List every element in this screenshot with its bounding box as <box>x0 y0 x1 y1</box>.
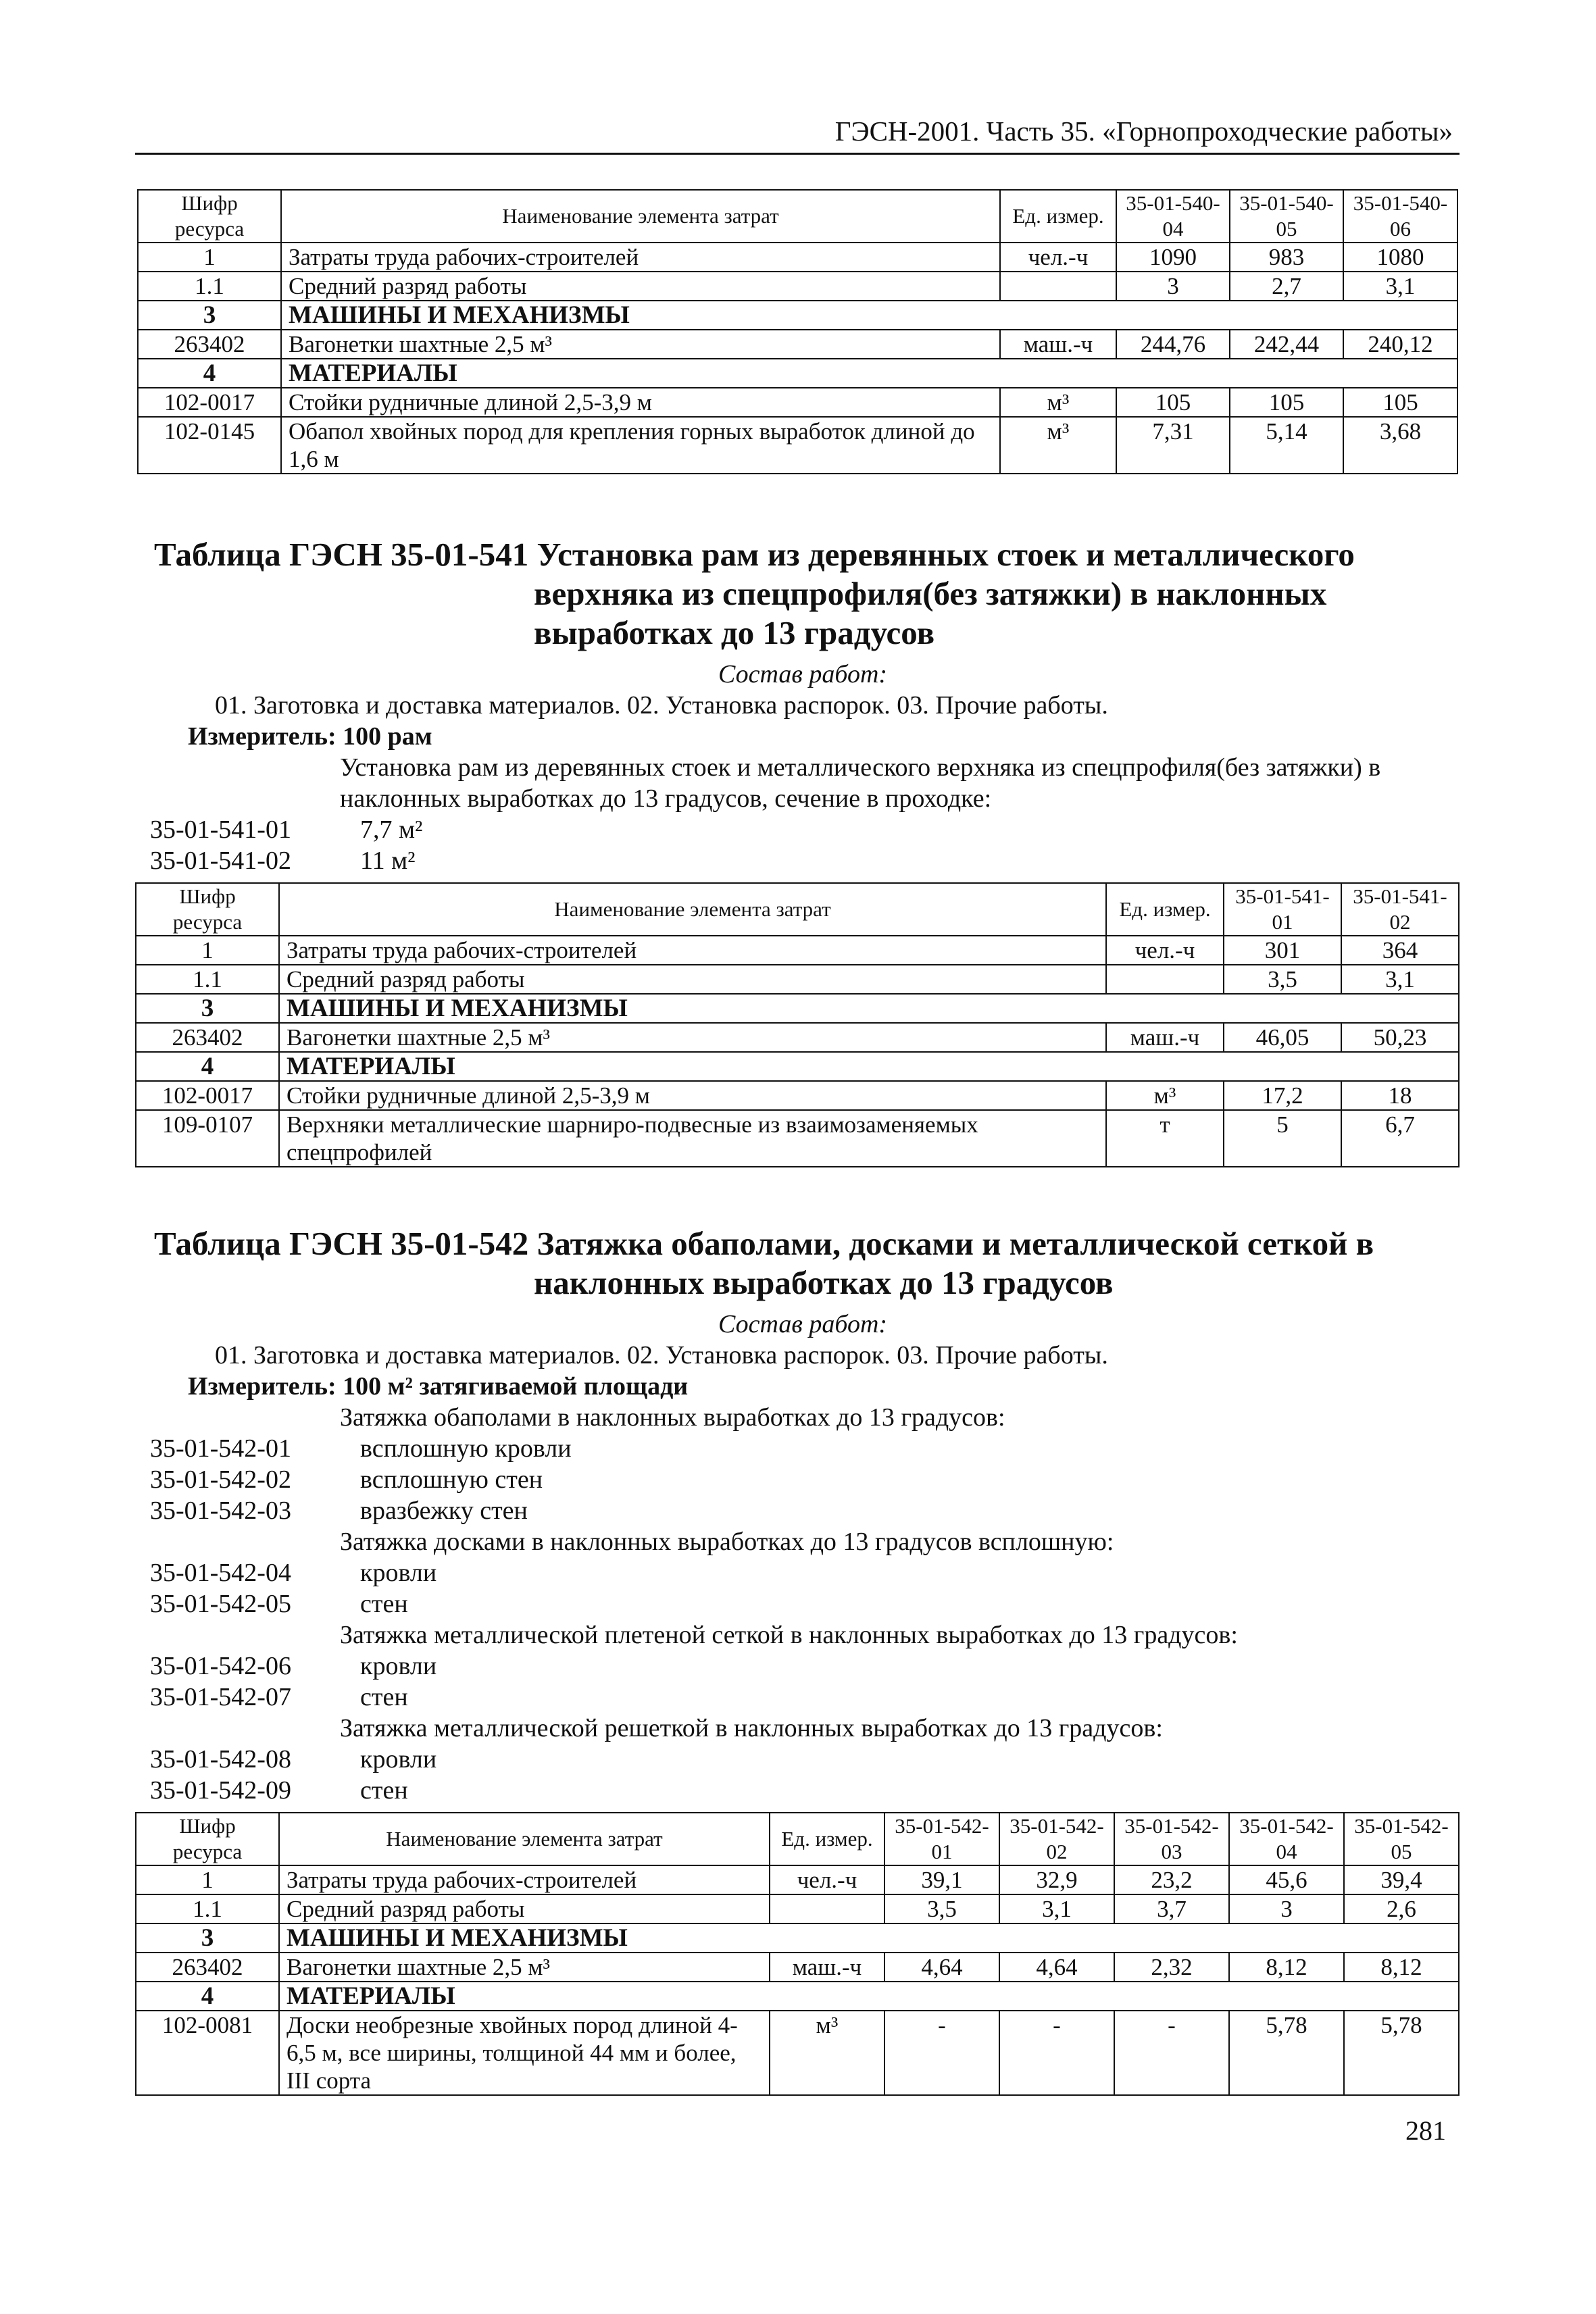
table-row <box>136 936 1459 965</box>
item-text: вразбежку стен <box>360 1496 528 1525</box>
unit-cell: м³ <box>1106 1081 1224 1110</box>
value-cell: - <box>1114 2011 1229 2095</box>
col-header-norm: 35-01-541-01 <box>1224 883 1341 936</box>
value-cell: 240,12 <box>1343 330 1457 359</box>
resource-code: 1.1 <box>138 272 281 301</box>
value-cell: 301 <box>1224 936 1341 965</box>
value-cell: 39,1 <box>884 1865 999 1894</box>
table-row <box>136 1953 1459 1982</box>
unit-cell: чел.-ч <box>770 1865 884 1894</box>
col-header-name: Наименование элемента затрат <box>281 190 1000 243</box>
unit-cell: чел.-ч <box>1000 243 1116 272</box>
col-header-norm: 35-01-542-04 <box>1229 1813 1344 1865</box>
value-cell: 364 <box>1341 936 1459 965</box>
item-code: 35-01-542-06 <box>150 1652 291 1680</box>
value-cell: - <box>884 2011 999 2095</box>
table-row <box>136 1110 1459 1167</box>
table-header-row <box>138 190 1457 243</box>
item-text: кровли <box>360 1745 437 1774</box>
cost-element-name: Верхняки металлические шарниро-подвесные из взаимозаменяемых спецпрофилей <box>279 1110 1106 1167</box>
table-header-row <box>136 883 1459 936</box>
col-header-code: Шифр ресурса <box>138 190 281 243</box>
cost-element-name: Средний разряд работы <box>279 1894 770 1923</box>
value-cell: 5 <box>1224 1110 1341 1167</box>
value-cell: 3 <box>1116 272 1230 301</box>
value-cell: 3,1 <box>999 1894 1114 1923</box>
col-header-unit: Ед. измер. <box>1000 190 1116 243</box>
value-cell: 244,76 <box>1116 330 1230 359</box>
section-heading: МАТЕРИАЛЫ <box>279 1982 1459 2011</box>
value-cell: 105 <box>1116 388 1230 417</box>
unit-cell: маш.-ч <box>770 1953 884 1982</box>
value-cell: 242,44 <box>1230 330 1343 359</box>
table-row <box>136 1982 1459 2011</box>
item-code: 35-01-542-04 <box>150 1559 291 1587</box>
table-row <box>136 1052 1459 1081</box>
value-cell: 3,5 <box>884 1894 999 1923</box>
meter-542: Измеритель: 100 м² затягиваемой площади <box>188 1372 689 1401</box>
resource-code: 3 <box>136 994 279 1023</box>
resource-code: 102-0017 <box>138 388 281 417</box>
resource-code: 102-0081 <box>136 2011 279 2095</box>
value-cell: 3,5 <box>1224 965 1341 994</box>
resource-code: 263402 <box>138 330 281 359</box>
col-header-norm: 35-01-540-06 <box>1343 190 1457 243</box>
resource-table-541 <box>135 882 1460 1167</box>
resource-code: 102-0017 <box>136 1081 279 1110</box>
item-code: 35-01-541-01 <box>150 815 291 844</box>
col-header-norm: 35-01-541-02 <box>1341 883 1459 936</box>
value-cell: 105 <box>1230 388 1343 417</box>
composition-542: 01. Заготовка и доставка материалов. 02. Установка распорок. 03. Прочие работы. <box>215 1341 1108 1369</box>
item-code: 35-01-542-01 <box>150 1434 291 1463</box>
col-header-norm: 35-01-542-05 <box>1344 1813 1459 1865</box>
resource-code: 263402 <box>136 1953 279 1982</box>
value-cell: 5,78 <box>1229 2011 1344 2095</box>
col-header-norm: 35-01-540-05 <box>1230 190 1343 243</box>
work-group-heading: Затяжка досками в наклонных выработках до 13 градусов всплошную: <box>340 1528 1114 1556</box>
resource-table-540 <box>137 189 1458 474</box>
value-cell: 6,7 <box>1341 1110 1459 1167</box>
unit-cell: т <box>1106 1110 1224 1167</box>
cost-element-name: Средний разряд работы <box>281 272 1000 301</box>
col-header-norm: 35-01-542-01 <box>884 1813 999 1865</box>
table-row <box>136 1923 1459 1953</box>
cost-element-name: Стойки рудничные длиной 2,5-3,9 м <box>279 1081 1106 1110</box>
table-row <box>136 1865 1459 1894</box>
cost-element-name: Обапол хвойных пород для крепления горных выработок длиной до 1,6 м <box>281 417 1000 474</box>
item-text: всплошную кровли <box>360 1434 572 1463</box>
resource-code: 4 <box>138 359 281 388</box>
table-row <box>136 965 1459 994</box>
col-header-unit: Ед. измер. <box>770 1813 884 1865</box>
description-541-line2: наклонных выработках до 13 градусов, сечение в проходке: <box>340 784 992 813</box>
table-row <box>136 1894 1459 1923</box>
value-cell: 105 <box>1343 388 1457 417</box>
section-heading: МАТЕРИАЛЫ <box>279 1052 1459 1081</box>
item-code: 35-01-542-03 <box>150 1496 291 1525</box>
table-row <box>138 388 1457 417</box>
unit-cell: маш.-ч <box>1106 1023 1224 1052</box>
header-text: ГЭСН-2001. Часть 35. «Горнопроходческие работы» <box>834 116 1453 147</box>
item-code: 35-01-542-08 <box>150 1745 291 1774</box>
cost-element-name: Стойки рудничные длиной 2,5-3,9 м <box>281 388 1000 417</box>
resource-code: 1.1 <box>136 965 279 994</box>
value-cell: 1080 <box>1343 243 1457 272</box>
table-row <box>138 330 1457 359</box>
col-header-name: Наименование элемента затрат <box>279 883 1106 936</box>
value-cell: 17,2 <box>1224 1081 1341 1110</box>
col-header-norm: 35-01-540-04 <box>1116 190 1230 243</box>
value-cell: 3,1 <box>1341 965 1459 994</box>
unit-cell <box>770 1894 884 1923</box>
value-cell: 46,05 <box>1224 1023 1341 1052</box>
resource-code: 109-0107 <box>136 1110 279 1167</box>
item-code: 35-01-542-09 <box>150 1776 291 1805</box>
value-cell: 2,6 <box>1344 1894 1459 1923</box>
meter-541: Измеритель: 100 рам <box>188 722 432 751</box>
value-cell: 23,2 <box>1114 1865 1229 1894</box>
composition-label-541: Состав работ: <box>718 660 888 688</box>
item-text: 11 м² <box>360 847 416 875</box>
table-row <box>136 994 1459 1023</box>
work-group-heading: Затяжка обаполами в наклонных выработках до 13 градусов: <box>340 1403 1005 1432</box>
cost-element-name: Вагонетки шахтные 2,5 м³ <box>279 1953 770 1982</box>
unit-cell <box>1000 272 1116 301</box>
value-cell: 5,14 <box>1230 417 1343 474</box>
item-text: стен <box>360 1590 408 1618</box>
page-number: 281 <box>1405 2115 1446 2146</box>
value-cell: 18 <box>1341 1081 1459 1110</box>
table-541-title-line2: верхняка из спецпрофиля(без затяжки) в наклонных <box>534 575 1327 612</box>
composition-label-542: Состав работ: <box>718 1310 888 1338</box>
value-cell: 2,32 <box>1114 1953 1229 1982</box>
item-text: кровли <box>360 1652 437 1680</box>
value-cell: 983 <box>1230 243 1343 272</box>
cost-element-name: Затраты труда рабочих-строителей <box>279 1865 770 1894</box>
unit-cell: маш.-ч <box>1000 330 1116 359</box>
value-cell: 45,6 <box>1229 1865 1344 1894</box>
resource-code: 1 <box>138 243 281 272</box>
work-group-heading: Затяжка металлической решеткой в наклонных выработках до 13 градусов: <box>340 1714 1163 1742</box>
value-cell: 50,23 <box>1341 1023 1459 1052</box>
cost-element-name: Вагонетки шахтные 2,5 м³ <box>279 1023 1106 1052</box>
table-row <box>138 243 1457 272</box>
value-cell: 3,7 <box>1114 1894 1229 1923</box>
section-heading: МАШИНЫ И МЕХАНИЗМЫ <box>279 994 1459 1023</box>
col-header-unit: Ед. измер. <box>1106 883 1224 936</box>
section-heading: МАТЕРИАЛЫ <box>281 359 1457 388</box>
table-row <box>138 417 1457 474</box>
value-cell: 8,12 <box>1344 1953 1459 1982</box>
table-row <box>138 301 1457 330</box>
table-row <box>136 1023 1459 1052</box>
value-cell: 39,4 <box>1344 1865 1459 1894</box>
item-text: стен <box>360 1683 408 1711</box>
value-cell: 8,12 <box>1229 1953 1344 1982</box>
resource-code: 3 <box>138 301 281 330</box>
item-text: стен <box>360 1776 408 1805</box>
table-row <box>136 1081 1459 1110</box>
col-header-norm: 35-01-542-02 <box>999 1813 1114 1865</box>
resource-code: 263402 <box>136 1023 279 1052</box>
item-code: 35-01-542-05 <box>150 1590 291 1618</box>
value-cell: 2,7 <box>1230 272 1343 301</box>
work-group-heading: Затяжка металлической плетеной сеткой в наклонных выработках до 13 градусов: <box>340 1621 1238 1649</box>
value-cell: 7,31 <box>1116 417 1230 474</box>
value-cell: 3 <box>1229 1894 1344 1923</box>
item-text: кровли <box>360 1559 437 1587</box>
table-row <box>136 2011 1459 2095</box>
value-cell: 3,1 <box>1343 272 1457 301</box>
col-header-norm: 35-01-542-03 <box>1114 1813 1229 1865</box>
item-code: 35-01-542-07 <box>150 1683 291 1711</box>
unit-cell <box>1106 965 1224 994</box>
table-541-title-line1: Таблица ГЭСН 35-01-541 Установка рам из деревянных стоек и металлического <box>154 536 1355 573</box>
resource-code: 1.1 <box>136 1894 279 1923</box>
item-text: 7,7 м² <box>360 815 423 844</box>
resource-code: 3 <box>136 1923 279 1953</box>
table-541-title-line3: выработках до 13 градусов <box>534 614 935 651</box>
table-542-title-line2: наклонных выработках до 13 градусов <box>534 1264 1114 1301</box>
resource-code: 1 <box>136 936 279 965</box>
composition-541: 01. Заготовка и доставка материалов. 02. Установка распорок. 03. Прочие работы. <box>215 691 1108 720</box>
unit-cell: м³ <box>1000 388 1116 417</box>
section-heading: МАШИНЫ И МЕХАНИЗМЫ <box>281 301 1457 330</box>
section-heading: МАШИНЫ И МЕХАНИЗМЫ <box>279 1923 1459 1953</box>
resource-code: 4 <box>136 1052 279 1081</box>
item-text: всплошную стен <box>360 1465 543 1494</box>
table-542-title-line1: Таблица ГЭСН 35-01-542 Затяжка обаполами, досками и металлической сеткой в <box>154 1225 1374 1262</box>
table-row <box>138 359 1457 388</box>
value-cell: - <box>999 2011 1114 2095</box>
cost-element-name: Затраты труда рабочих-строителей <box>279 936 1106 965</box>
page-header <box>135 107 1460 155</box>
cost-element-name: Средний разряд работы <box>279 965 1106 994</box>
item-code: 35-01-541-02 <box>150 847 291 875</box>
value-cell: 4,64 <box>999 1953 1114 1982</box>
cost-element-name: Вагонетки шахтные 2,5 м³ <box>281 330 1000 359</box>
resource-code: 1 <box>136 1865 279 1894</box>
value-cell: 32,9 <box>999 1865 1114 1894</box>
table-header-row <box>136 1813 1459 1865</box>
value-cell: 5,78 <box>1344 2011 1459 2095</box>
resource-code: 4 <box>136 1982 279 2011</box>
resource-table-542 <box>135 1812 1460 2096</box>
cost-element-name: Доски необрезные хвойных пород длиной 4-6,5 м, все ширины, толщиной 44 мм и более, III сорта <box>279 2011 770 2095</box>
unit-cell: м³ <box>1000 417 1116 474</box>
col-header-code: Шифр ресурса <box>136 883 279 936</box>
value-cell: 1090 <box>1116 243 1230 272</box>
table-row <box>138 272 1457 301</box>
cost-element-name: Затраты труда рабочих-строителей <box>281 243 1000 272</box>
resource-code: 102-0145 <box>138 417 281 474</box>
unit-cell: чел.-ч <box>1106 936 1224 965</box>
value-cell: 3,68 <box>1343 417 1457 474</box>
unit-cell: м³ <box>770 2011 884 2095</box>
value-cell: 4,64 <box>884 1953 999 1982</box>
col-header-name: Наименование элемента затрат <box>279 1813 770 1865</box>
col-header-code: Шифр ресурса <box>136 1813 279 1865</box>
item-code: 35-01-542-02 <box>150 1465 291 1494</box>
description-541-line1: Установка рам из деревянных стоек и металлического верхняка из спецпрофиля(без затяжки) в <box>340 753 1381 782</box>
